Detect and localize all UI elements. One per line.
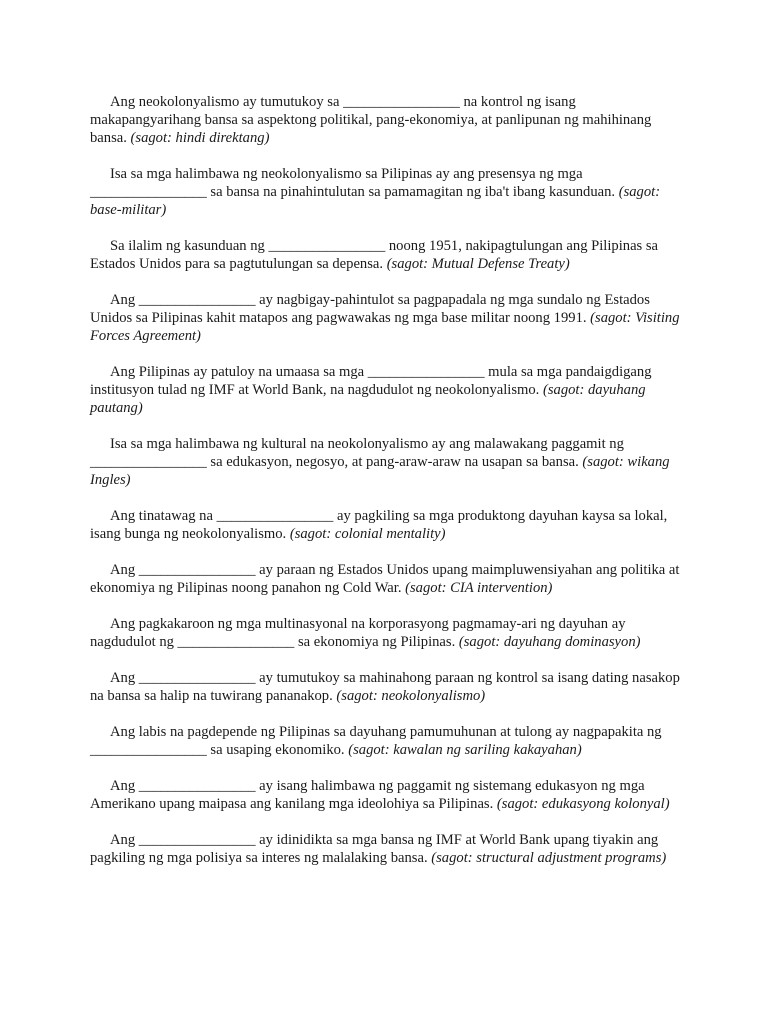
answer-text: (sagot: structural adjustment programs): [431, 850, 667, 866]
question-text: Ang ________________ ay paraan ng Estados Unidos upang maimpluwensiyahan ang politika at ekonomiya ng Pilipinas noong panahon ng Cold War.: [90, 562, 680, 596]
question-text: Ang Pilipinas ay patuloy na umaasa sa mga ________________ mula sa mga pandaigdigang institusyon tulad ng IMF at World Bank, na nagdudulot ng neokolonyalismo.: [90, 364, 652, 398]
question-text: Isa sa mga halimbawa ng neokolonyalismo sa Pilipinas ay ang presensya ng mga ________________ sa bansa na pinahintulutan sa pamamagitan ng iba't ibang kasunduan.: [90, 166, 616, 200]
answer-text: (sagot: neokolonyalismo): [336, 688, 486, 704]
question-text: Isa sa mga halimbawa ng kultural na neokolonyalismo ay ang malawakang paggamit ng ________________ sa edukasyon, negosyo, at pang-araw-araw na usapan sa bansa.: [90, 436, 624, 470]
answer-text: (sagot: edukasyong kolonyal): [496, 796, 670, 812]
question-text: Ang ________________ ay isang halimbawa ng paggamit ng sistemang edukasyon ng mga Amerikano upang maipasa ang kanilang mga ideolohiya sa Pilipinas.: [90, 778, 645, 812]
question-text: Ang ________________ ay tumutukoy sa mahinahong paraan ng kontrol sa isang dating nasakop na bansa sa halip na tuwirang pananakop.: [90, 670, 680, 704]
question-item-12: [90, 777, 680, 813]
question-item-2: [90, 165, 680, 219]
question-item-13: [90, 831, 680, 867]
answer-text: (sagot: Visiting Forces Agreement): [90, 310, 680, 344]
question-text: Ang neokolonyalismo ay tumutukoy sa ________________ na kontrol ng isang makapangyarihang bansa sa aspektong politikal, pang-ekonomiya, at panlipunan ng mahihinang bansa.: [90, 94, 652, 146]
question-item-9: [90, 615, 680, 651]
answer-text: (sagot: CIA intervention): [405, 580, 553, 596]
answer-text: (sagot: dayuhang pautang): [90, 382, 646, 416]
question-list: [90, 93, 680, 885]
question-item-5: [90, 363, 680, 417]
question-text: Sa ilalim ng kasunduan ng ________________ noong 1951, nakipagtulungan ang Pilipinas sa Estados Unidos para sa pagtutulungan sa depensa.: [90, 238, 659, 272]
question-text: Ang ________________ ay nagbigay-pahintulot sa pagpapadala ng mga sundalo ng Estados Unidos sa Pilipinas kahit matapos ang pagwawakas ng mga base militar noong 1991.: [90, 292, 650, 326]
answer-text: (sagot: wikang Ingles): [90, 454, 670, 488]
answer-text: (sagot: base-militar): [90, 184, 661, 218]
question-text: Ang ________________ ay idinidikta sa mga bansa ng IMF at World Bank upang tiyakin ang pagkiling ng mga polisiya sa interes ng malalaking bansa.: [90, 832, 659, 866]
answer-text: (sagot: kawalan ng sariling kakayahan): [348, 742, 582, 758]
question-item-1: [90, 93, 680, 147]
question-item-4: [90, 291, 680, 345]
answer-text: (sagot: Mutual Defense Treaty): [386, 256, 570, 272]
question-item-8: [90, 561, 680, 597]
answer-text: (sagot: colonial mentality): [289, 526, 446, 542]
question-item-3: [90, 237, 680, 273]
answer-text: (sagot: dayuhang dominasyon): [458, 634, 641, 650]
question-item-10: [90, 669, 680, 705]
question-text: Ang tinatawag na ________________ ay pagkiling sa mga produktong dayuhan kaysa sa lokal, isang bunga ng neokolonyalismo.: [90, 508, 668, 542]
question-item-11: [90, 723, 680, 759]
question-text: Ang pagkakaroon ng mga multinasyonal na korporasyong pagmamay-ari ng dayuhan ay nagdudulot ng ________________ sa ekonomiya ng Pilipinas.: [90, 616, 626, 650]
question-item-6: [90, 435, 680, 489]
answer-text: (sagot: hindi direktang): [130, 130, 270, 146]
question-item-7: [90, 507, 680, 543]
question-text: Ang labis na pagdepende ng Pilipinas sa dayuhang pamumuhunan at tulong ay nagpapakita ng ________________ sa usaping ekonomiko.: [90, 724, 662, 758]
